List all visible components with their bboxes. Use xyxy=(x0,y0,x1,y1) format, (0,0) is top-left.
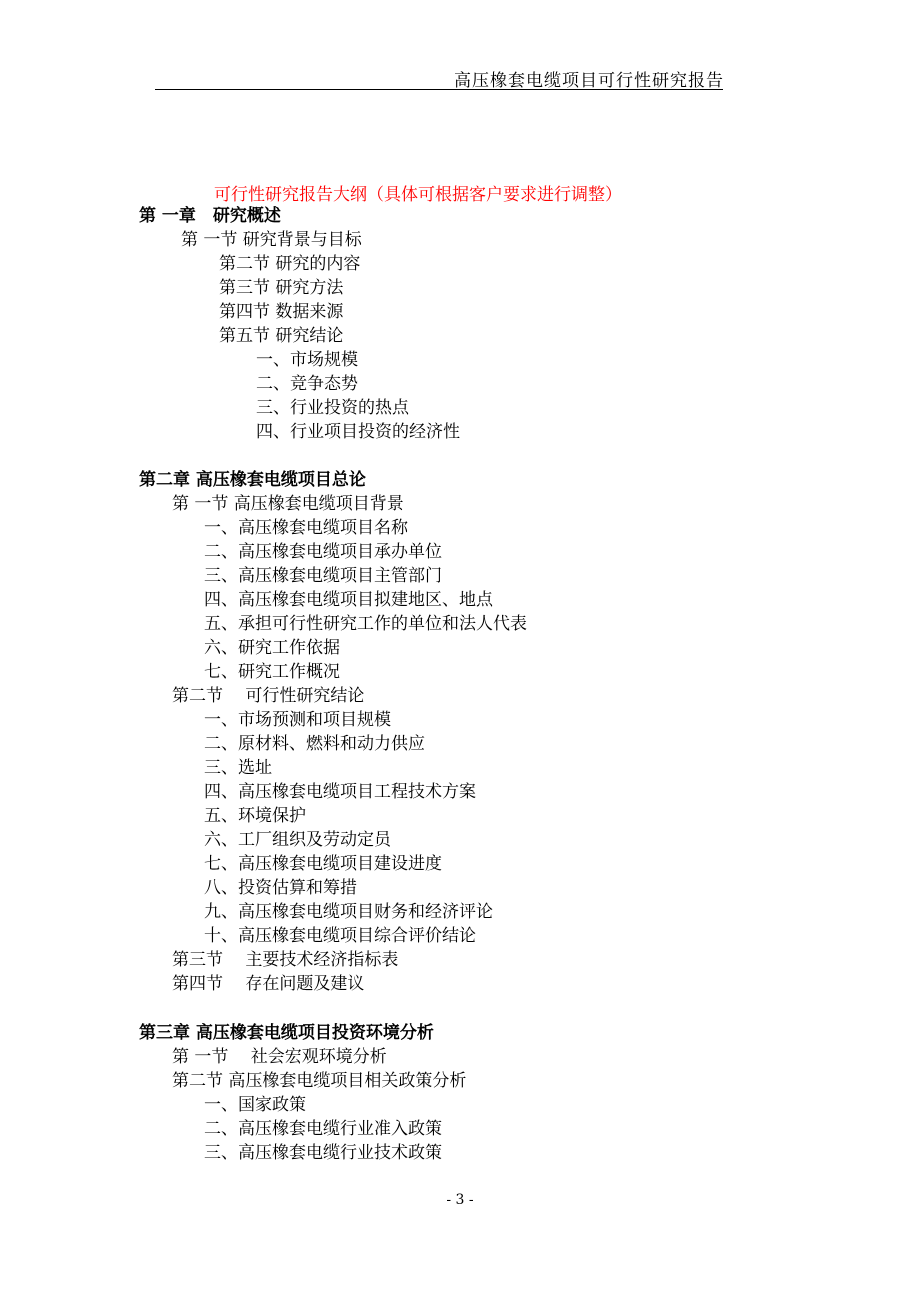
chapter-2-section-2-item: 一、市场预测和项目规模 xyxy=(204,710,391,730)
chapter-2-section-2-item: 四、高压橡套电缆项目工程技术方案 xyxy=(204,782,476,802)
chapter-2-section-1-item: 六、研究工作依据 xyxy=(204,638,340,658)
chapter-2-section-1-item: 二、高压橡套电缆项目承办单位 xyxy=(204,542,442,562)
chapter-2-section-1-item: 七、研究工作概况 xyxy=(204,662,340,682)
chapter-2-section-2-item: 十、高压橡套电缆项目综合评价结论 xyxy=(204,926,476,946)
chapter-1-item: 二、竞争态势 xyxy=(256,374,358,394)
chapter-2-section-2-item: 八、投资估算和筹措 xyxy=(204,878,357,898)
outline-title: 可行性研究报告大纲（具体可根据客户要求进行调整） xyxy=(214,185,622,205)
chapter-2-section-2: 第二节 可行性研究结论 xyxy=(172,686,365,706)
chapter-2-section-4: 第四节 存在问题及建议 xyxy=(172,974,365,994)
chapter-2-section-1-item: 一、高压橡套电缆项目名称 xyxy=(204,518,408,538)
chapter-3-section-2-item: 一、国家政策 xyxy=(204,1095,306,1115)
header-divider xyxy=(155,89,723,90)
chapter-1-section-5: 第五节 研究结论 xyxy=(219,326,344,346)
chapter-2-section-1: 第 一节 高压橡套电缆项目背景 xyxy=(172,494,404,514)
chapter-2-section-2-item: 二、原材料、燃料和动力供应 xyxy=(204,734,425,754)
chapter-2-section-2-item: 七、高压橡套电缆项目建设进度 xyxy=(204,854,442,874)
chapter-2-section-2-item: 六、工厂组织及劳动定员 xyxy=(204,830,391,850)
chapter-2-section-2-item: 三、选址 xyxy=(204,758,272,778)
chapter-1-section-2: 第二节 研究的内容 xyxy=(219,254,361,274)
chapter-1-item: 四、行业项目投资的经济性 xyxy=(256,422,460,442)
header-title: 高压橡套电缆项目可行性研究报告 xyxy=(454,71,724,91)
chapter-3-section-1: 第 一节 社会宏观环境分析 xyxy=(172,1047,387,1067)
chapter-3-title: 第三章 高压橡套电缆项目投资环境分析 xyxy=(139,1023,434,1043)
chapter-1-title: 第 一章 研究概述 xyxy=(139,206,281,226)
chapter-3-section-2-item: 二、高压橡套电缆行业准入政策 xyxy=(204,1119,442,1139)
chapter-1-item: 一、市场规模 xyxy=(256,350,358,370)
chapter-2-section-1-item: 五、承担可行性研究工作的单位和法人代表 xyxy=(204,614,527,634)
chapter-2-title: 第二章 高压橡套电缆项目总论 xyxy=(139,470,366,490)
chapter-1-section-4: 第四节 数据来源 xyxy=(219,302,344,322)
chapter-1-item: 三、行业投资的热点 xyxy=(256,398,409,418)
chapter-2-section-2-item: 五、环境保护 xyxy=(204,806,306,826)
chapter-2-section-2-item: 九、高压橡套电缆项目财务和经济评论 xyxy=(204,902,493,922)
page-number: - 3 - xyxy=(446,1192,474,1208)
chapter-2-section-3: 第三节 主要技术经济指标表 xyxy=(172,950,399,970)
chapter-2-section-1-item: 三、高压橡套电缆项目主管部门 xyxy=(204,566,442,586)
chapter-3-section-2-item: 三、高压橡套电缆行业技术政策 xyxy=(204,1143,442,1163)
chapter-3-section-2: 第二节 高压橡套电缆项目相关政策分析 xyxy=(172,1071,467,1091)
chapter-2-section-1-item: 四、高压橡套电缆项目拟建地区、地点 xyxy=(204,590,493,610)
chapter-1-section-1: 第 一节 研究背景与目标 xyxy=(181,230,362,250)
chapter-1-section-3: 第三节 研究方法 xyxy=(219,278,344,298)
